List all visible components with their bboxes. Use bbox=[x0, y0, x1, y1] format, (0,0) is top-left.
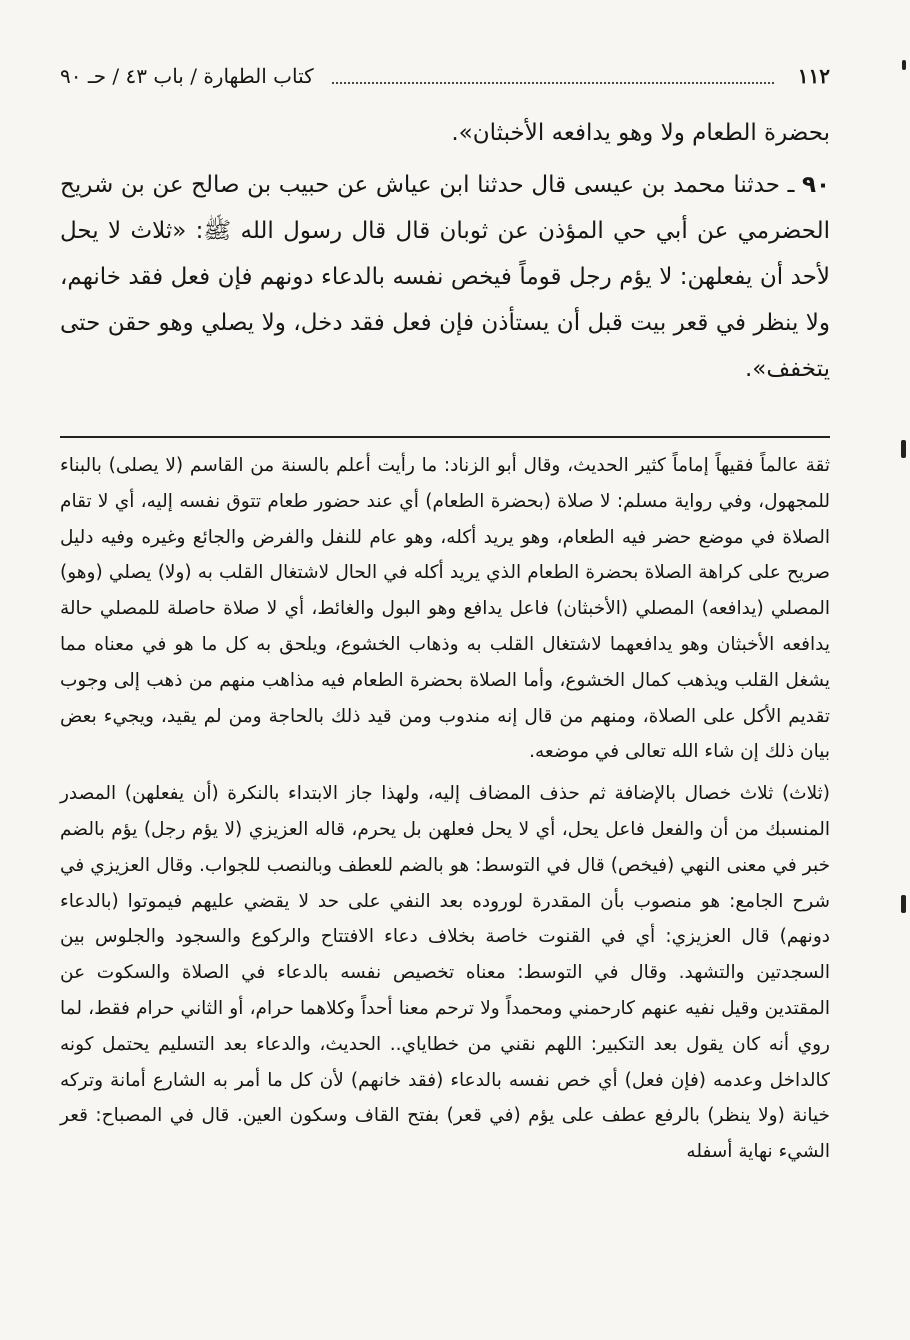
running-header bbox=[60, 56, 830, 96]
commentary-paragraph-1: ثقة عالماً فقيهاً إماماً كثير الحديث، وقال أبو الزناد: ما رأيت أعلم بالسنة من القاسم (لا يصلى) بالبناء للمجهول، وفي رواية مسلم: لا صلاة (بحضرة الطعام) أي عند حضور طعام تتوق نفسه إليه، أي لا تقام الصلاة في موضع حضر فيه الطعام، وهو يريد أكله، وهو عام للنفل والفرض والجائع وغيره وفيه دليل صريح على كراهة الصلاة بحضرة الطعام الذي يريد أكله في الحال لاشتغال القلب به (ولا) يصلي (وهو) المصلي (يدافعه) المصلي (الأخبثان) فاعل يدافع وهو البول والغائط، أي لا صلاة حاصلة للمصلي حالة يدافعه الأخبثان وهو يدافعهما لاشتغال القلب به وذهاب الخشوع، ويلحق به كل ما هو في معناه مما يشغل القلب ويذهب كمال الخشوع، وأما الصلاة بحضرة الطعام فيه مذاهب منهم من ذهب إلى وجوب تقديم الأكل على الصلاة، ومنهم من قال إنه مندوب ومن قيد ذلك بالحاجة ومن لم يقيد، ويجيء بعض بيان ذلك إن شاء الله تعالى في موضعه. bbox=[60, 455, 830, 763]
hadith-text: ـ حدثنا محمد بن عيسى قال حدثنا ابن عياش عن حبيب بن صالح عن بن شريح الحضرمي عن أبي حي المؤذن عن ثوبان قال قال رسول الله ﷺ: «ثلاث لا يحل لأحد أن يفعلهن: لا يؤم رجل قوماً فيخص نفسه بالدعاء دونهم فإن فعل فقد خانهم، ولا ينظر في قعر بيت قبل أن يستأذن فإن فعل فقد دخل، ولا يصلي وهو حقن حتى يتخفف». bbox=[60, 172, 830, 382]
divider-rule bbox=[60, 436, 830, 438]
hadith-block bbox=[60, 110, 830, 392]
scan-mark-lower bbox=[901, 895, 906, 913]
hadith-number: ٩٠ bbox=[801, 172, 831, 198]
hadith-continuation: بحضرة الطعام ولا وهو يدافعه الأخبثان». bbox=[451, 120, 830, 146]
commentary-paragraph-2: (ثلاث) ثلاث خصال بالإضافة ثم حذف المضاف إليه، ولهذا جاز الابتداء بالنكرة (أن يفعلهن) المصدر المنسبك من أن والفعل فاعل يحل، أي لا يحل فعلهن بل يحرم، قاله العزيزي (لا يؤم رجل) يؤم بالضم خبر في معنى النهي (فيخص) قال في التوسط: هو بالضم للعطف وبالنصب للجواب. وقال العزيزي في شرح الجامع: هو منصوب بأن المقدرة لوروده بعد النفي على حد لا يقضي عليهم فيموتوا (بالدعاء دونهم) قال العزيزي: أي في القنوت خاصة بخلاف دعاء الافتتاح والركوع والسجود والجلوس بين السجدتين والتشهد. وقال في التوسط: معناه تخصيص نفسه بالدعاء في الصلاة والسكوت عن المقتدين وقيل نفيه عنهم كارحمني ومحمداً ولا ترحم معنا أحداً وكلاهما حرام، أو الثاني حرام فقط، لما روي أنه كان يقول بعد التكبير: اللهم نقني من خطاياي.. الحديث، والدعاء بعد التسليم يحتمل كونه كالداخل وعدمه (فإن فعل) أي خص نفسه بالدعاء (فقد خانهم) لأن كل ما أمر به الشارع أمانة وتركه خيانة (ولا ينظر) بالرفع عطف على يؤم (في قعر) بفتح القاف وسكون العين. قال في المصباح: قعر الشيء نهاية أسفله bbox=[60, 783, 830, 1163]
running-title: كتاب الطهارة / باب ٤٣ / حـ ٩٠ bbox=[60, 64, 314, 88]
scan-mark-middle bbox=[901, 440, 906, 458]
scan-mark-top bbox=[902, 60, 906, 70]
document-page bbox=[60, 36, 830, 1326]
header-leader-dots bbox=[332, 68, 774, 84]
commentary-block bbox=[60, 448, 830, 1176]
page-number: ١١٢ bbox=[797, 64, 830, 88]
hadith-paragraph bbox=[60, 162, 830, 392]
